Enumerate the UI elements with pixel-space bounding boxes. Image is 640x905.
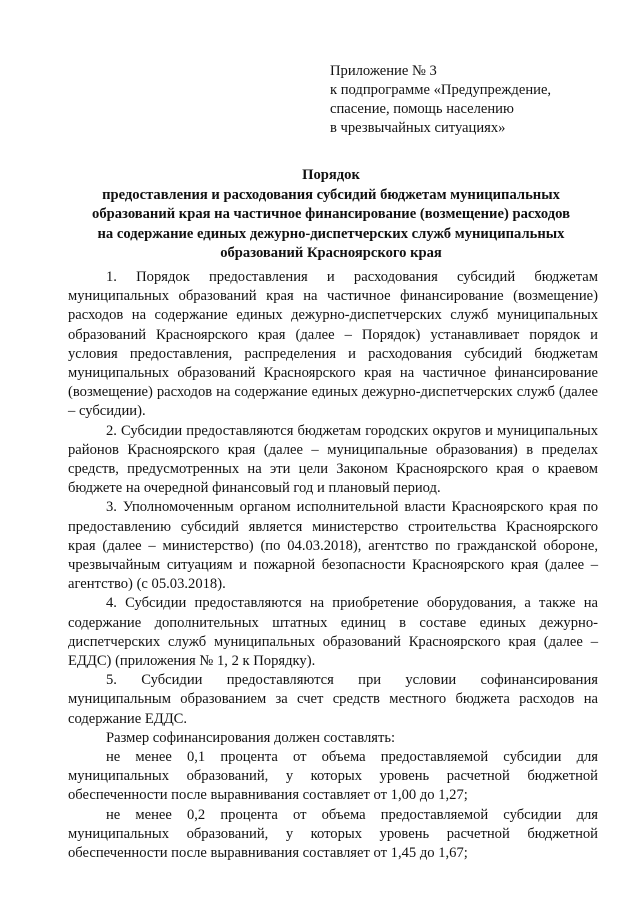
appendix-line: спасение, помощь населению [330,101,514,117]
title-heading: Порядок [302,167,360,183]
appendix-note [330,62,551,138]
appendix-line: к подпрограмме «Предупреждение, [330,82,552,98]
paragraph-4: 4. Субсидии предоставляются на приобретение оборудования, а также на содержание дополнительных штатных единиц в составе единых дежурно-диспетчерских служб муниципальных образований Красноярского края (далее – ЕДДС) (приложения № 1, 2 к Порядку). [68,595,598,670]
title-line: образований Красноярского края [220,245,442,261]
title-line: на содержание единых дежурно-диспетчерских служб муниципальных [97,225,565,242]
cofinancing-intro: Размер софинансирования должен составлять: [106,729,396,746]
cofinancing-item-1: не менее 0,1 процента от объема предоставляемой субсидии для муниципальных образований, у которых уровень расчетной бюджетной обеспеченности после выравнивания составляет от 1,00 до 1,27; [68,749,598,804]
paragraph-2: 2. Субсидии предоставляются бюджетам городских округов и муниципальных районов Красноярского края (далее – муниципальные образования) в пределах средств, предусмотренных на эти цели Законом Красноярского края о краевом бюджете на очередной финансовый год и плановый период. [68,422,598,497]
appendix-line: Приложение № 3 [330,63,437,79]
title-line: образований края на частичное финансирование (возмещение) расходов [92,206,570,222]
paragraph-1: 1. Порядок предоставления и расходования субсидий бюджетам муниципальных образований края на частичное финансирование (возмещение) расходов на содержание единых дежурно-диспетчерских служб муниципальных образований Красноярского края (далее – Порядок) устанавливает порядок и условия предоставления, распределения и расходования субсидий бюджетам муниципальных образований Красноярского края на частичное финансирование (возмещение) расходов на содержание единых дежурно-диспетчерских служб (далее – субсидии). [68,269,598,420]
appendix-line: в чрезвычайных ситуациях» [330,120,506,136]
paragraph-5: 5. Субсидии предоставляются при условии софинансирования муниципальным образованием за счет средств местного бюджета расходов на содержание ЕДДС. [68,672,598,727]
document-body [68,268,598,863]
document-title [60,166,602,264]
cofinancing-item-2: не менее 0,2 процента от объема предоставляемой субсидии для муниципальных образований, у которых уровень расчетной бюджетной обеспеченности после выравнивания составляет от 1,45 до 1,67; [68,806,598,862]
paragraph-3: 3. Уполномоченным органом исполнительной власти Красноярского края по предоставлению субсидий является министерство строительства Красноярского края (далее – министерство) (по 04.03.2018), агентство по гражданской обороне, чрезвычайным ситуациям и пожарной безопасности Красноярского края (далее – агентство) (с 05.03.2018). [68,499,598,593]
title-line: предоставления и расходования субсидий бюджетам муниципальных [102,186,560,203]
